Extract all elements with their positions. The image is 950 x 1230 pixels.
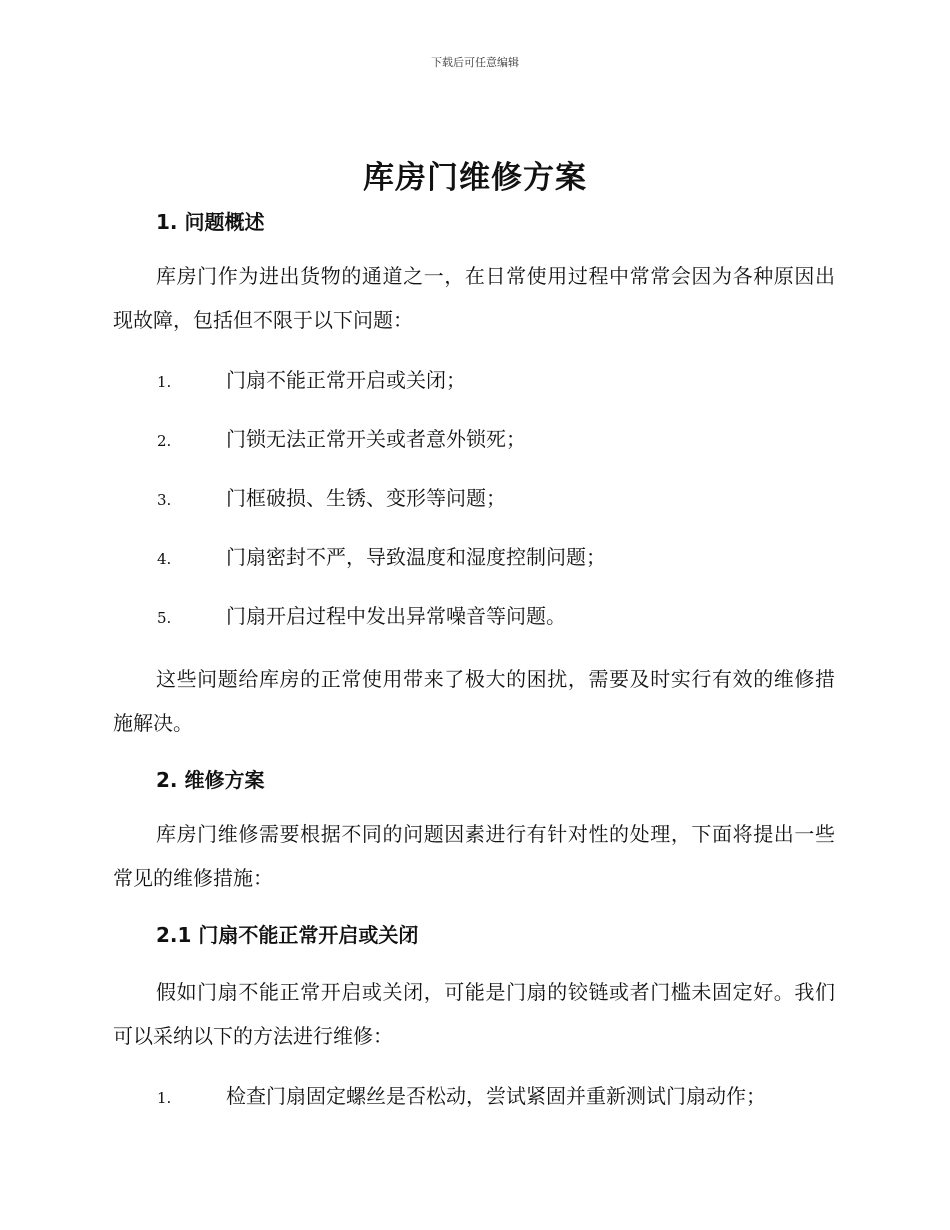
list-number: 5.: [157, 609, 172, 627]
list-item: [113, 470, 835, 529]
list-text: 门扇不能正常开启或关闭；: [226, 368, 466, 392]
document-title: 库房门维修方案: [363, 160, 587, 196]
document-body: [113, 200, 835, 1127]
list-text: 门扇开启过程中发出异常噪音等问题。: [226, 604, 566, 628]
subsection-heading-door-open-close: 2.1 门扇不能正常开启或关闭: [156, 923, 419, 947]
list-text: 门扇密封不严，导致温度和湿度控制问题；: [226, 545, 606, 569]
repair-steps-list: [113, 1068, 835, 1127]
list-item: [113, 1068, 835, 1127]
paragraph-overview-intro: 库房门作为进出货物的通道之一，在日常使用过程中常常会因为各种原因出现故障，包括但不限于以下问题：: [113, 264, 835, 332]
paragraph-repair-intro: 库房门维修需要根据不同的问题因素进行有针对性的处理，下面将提出一些常见的维修措施：: [113, 822, 835, 890]
list-item: [113, 588, 835, 647]
header-note: 下载后可任意编辑: [431, 56, 519, 69]
paragraph-door-open-close-intro: 假如门扇不能正常开启或关闭，可能是门扇的铰链或者门槛未固定好。我们可以采纳以下的方法进行维修：: [113, 980, 835, 1048]
list-text: 门框破损、生锈、变形等问题；: [226, 486, 506, 510]
section-heading-repair-plan: 2. 维修方案: [156, 768, 265, 792]
list-item: [113, 411, 835, 470]
list-number: 1.: [157, 1089, 172, 1107]
section-heading-overview: 1. 问题概述: [156, 210, 265, 234]
paragraph-overview-conclusion: 这些问题给库房的正常使用带来了极大的困扰，需要及时实行有效的维修措施解决。: [113, 667, 835, 735]
list-number: 3.: [157, 491, 172, 509]
list-item: [113, 529, 835, 588]
list-text: 检查门扇固定螺丝是否松动，尝试紧固并重新测试门扇动作；: [226, 1084, 766, 1108]
list-number: 1.: [157, 373, 172, 391]
list-item: [113, 352, 835, 411]
list-number: 2.: [157, 432, 172, 450]
list-text: 门锁无法正常开关或者意外锁死；: [226, 427, 526, 451]
list-number: 4.: [157, 550, 172, 568]
problem-list: [113, 352, 835, 647]
